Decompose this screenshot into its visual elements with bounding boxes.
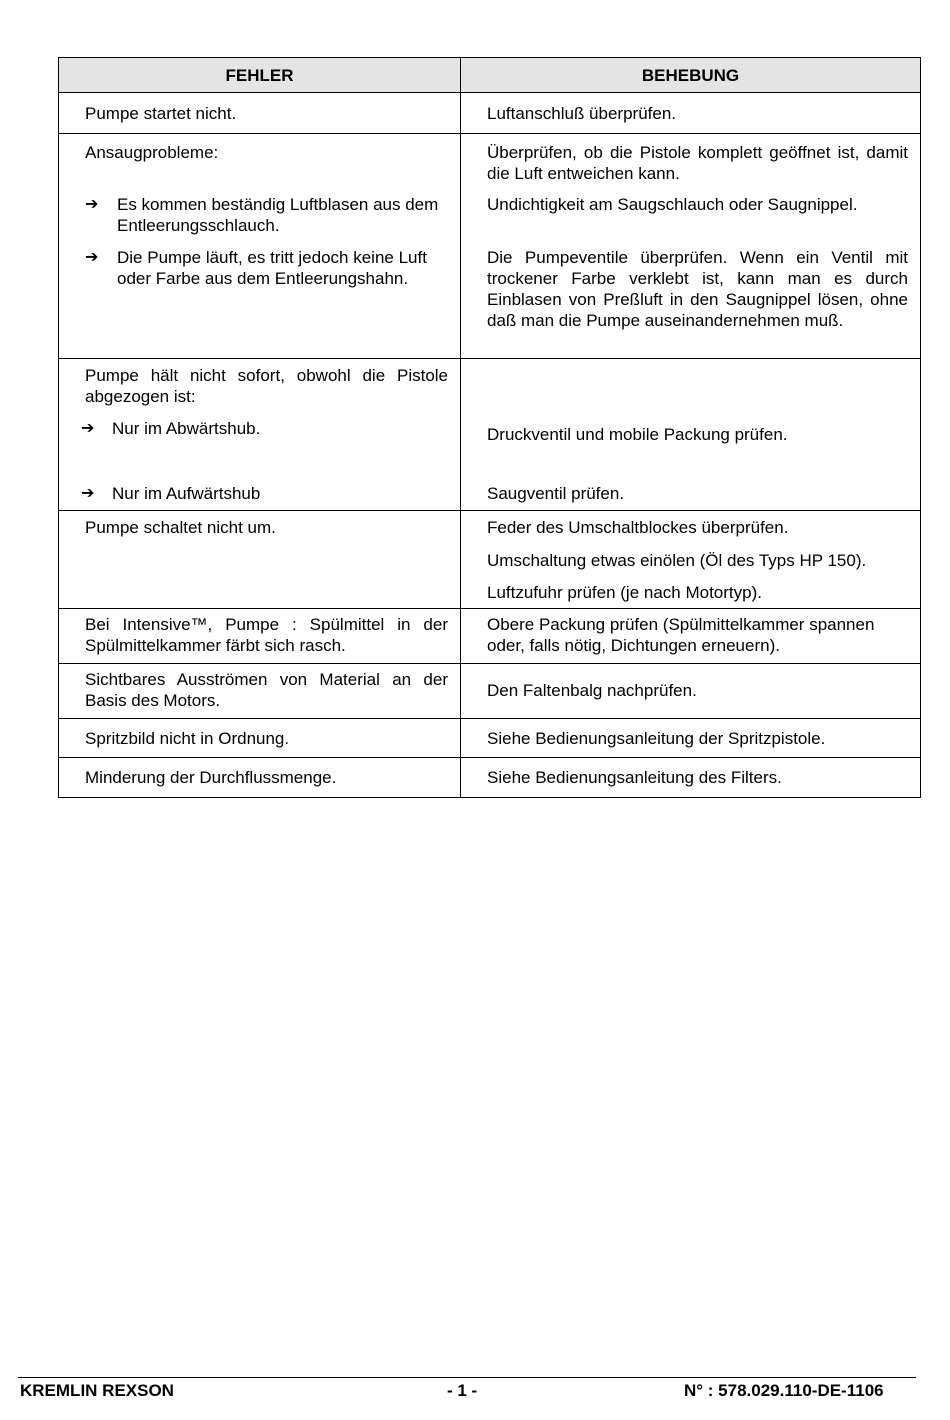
behebung-item: Überprüfen, ob die Pistole komplett geöffnet ist, damit die Luft entweichen kann. (487, 143, 908, 183)
fehler-text: Spritzbild nicht in Ordnung. (85, 729, 290, 748)
table-row (59, 134, 921, 359)
behebung-text: Luftanschluß überprüfen. (487, 104, 677, 123)
table-row (59, 609, 921, 664)
arrow-right-icon: ➔ (81, 420, 95, 437)
behebung-item: Umschaltung etwas einölen (Öl des Typs HP 150). (487, 551, 867, 570)
header-fehler: FEHLER (59, 58, 461, 93)
behebung-item: Druckventil und mobile Packung prüfen. (487, 425, 788, 444)
fehler-text: Sichtbares Ausströmen von Material an der Basis des Motors. (85, 670, 448, 710)
fehler-item: Die Pumpe läuft, es tritt jedoch keine Luft oder Farbe aus dem Entleerungshahn. (117, 248, 427, 288)
fehler-text: Bei Intensive™, Pumpe : Spülmittel in der Spülmittelkammer färbt sich rasch. (85, 615, 448, 655)
table-row (59, 93, 921, 134)
behebung-text: Den Faltenbalg nachprüfen. (487, 681, 697, 700)
fehler-text: Ansaugprobleme: (85, 143, 219, 162)
table-row (59, 359, 921, 511)
footer-page-number: - 1 - (447, 1381, 478, 1400)
behebung-item: Luftzufuhr prüfen (je nach Motortyp). (487, 583, 762, 602)
arrow-right-icon: ➔ (81, 485, 95, 502)
table-row (59, 758, 921, 798)
behebung-item: Saugventil prüfen. (487, 484, 625, 503)
behebung-item: Die Pumpeventile überprüfen. Wenn ein Ventil mit trockener Farbe verklebt ist, kann man es durch Einblasen von Preßluft in den Saugnippel lösen, ohne daß man die Pumpe auseinandernehmen muß. (487, 248, 908, 330)
arrow-right-icon: ➔ (85, 249, 99, 266)
table-row (59, 511, 921, 609)
fehler-text: Pumpe hält nicht sofort, obwohl die Pistole abgezogen ist: (85, 366, 448, 406)
fehler-item: Es kommen beständig Luftblasen aus dem Entleerungsschlauch. (117, 195, 439, 235)
footer-company: KREMLIN REXSON (20, 1381, 174, 1400)
footer-divider (18, 1377, 916, 1378)
table-row (59, 719, 921, 758)
behebung-item: Feder des Umschaltblockes überprüfen. (487, 518, 789, 537)
behebung-text: Obere Packung prüfen (Spülmittelkammer spannen oder, falls nötig, Dichtungen erneuern). (487, 615, 875, 655)
arrow-right-icon: ➔ (85, 196, 99, 213)
fehler-item: Nur im Aufwärtshub (112, 484, 261, 503)
behebung-item: Undichtigkeit am Saugschlauch oder Saugnippel. (487, 195, 858, 214)
footer-doc-number: N° : 578.029.110-DE-1106 (684, 1381, 884, 1400)
troubleshooting-table (58, 57, 921, 798)
fehler-item: Nur im Abwärtshub. (112, 419, 261, 438)
fehler-text: Minderung der Durchflussmenge. (85, 768, 337, 787)
table-row (59, 664, 921, 719)
fehler-text: Pumpe schaltet nicht um. (85, 518, 276, 537)
table-header-row (59, 58, 921, 93)
behebung-text: Siehe Bedienungsanleitung des Filters. (487, 768, 782, 787)
fehler-text: Pumpe startet nicht. (85, 104, 237, 123)
behebung-text: Siehe Bedienungsanleitung der Spritzpistole. (487, 729, 826, 748)
header-behebung: BEHEBUNG (461, 58, 921, 93)
